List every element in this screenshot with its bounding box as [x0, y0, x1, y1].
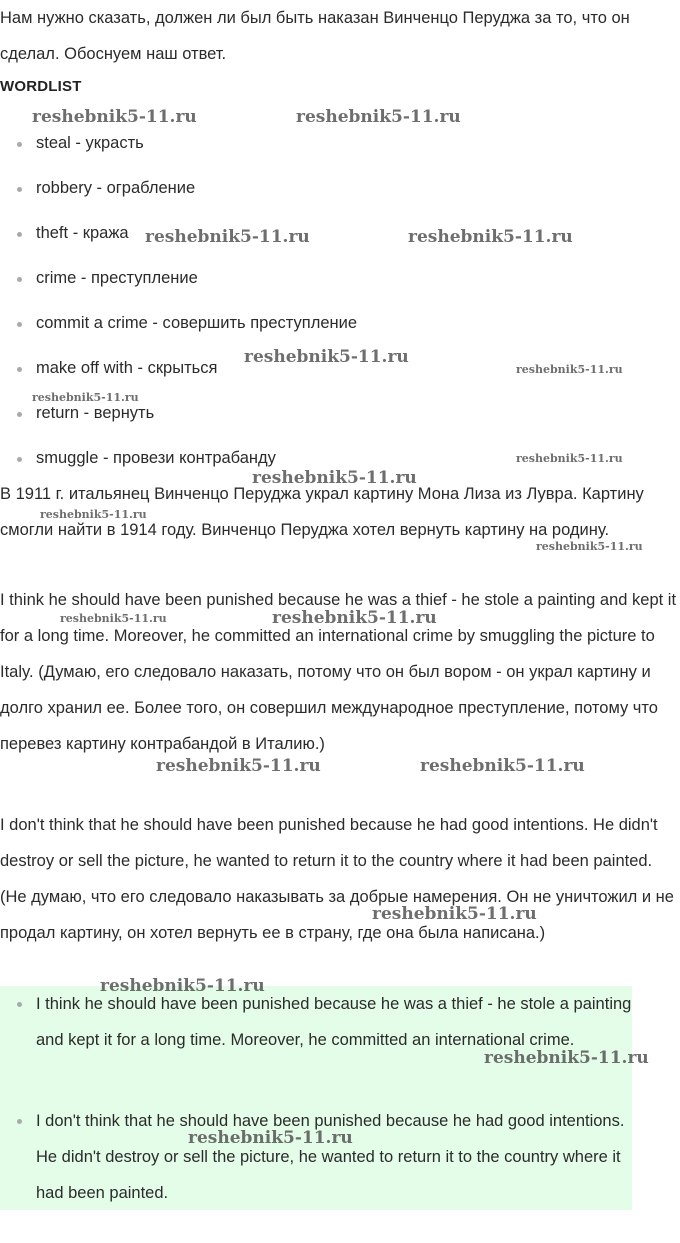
- watermark: reshebnik5-11.ru: [60, 612, 167, 625]
- watermark: reshebnik5-11.ru: [516, 452, 623, 465]
- watermark: reshebnik5-11.ru: [372, 904, 537, 924]
- argument-for-paragraph: I think he should have been punished because he was a thief - he stole a painting and kept it for a long time. Moreover, he committed an international crime by smuggling the picture to Italy. (Думаю, его следовало наказать, потому что он был вором - он украл картину и долго хранил ее. Более того, он совершил международное преступление, потому что перевез картину контрабандой в Италию.): [0, 591, 677, 753]
- watermark: reshebnik5-11.ru: [252, 468, 417, 488]
- list-item: return - вернуть: [36, 401, 154, 425]
- watermark: reshebnik5-11.ru: [420, 756, 585, 776]
- watermark: reshebnik5-11.ru: [32, 391, 139, 404]
- watermark: reshebnik5-11.ru: [40, 508, 147, 521]
- list-item: I think he should have been punished because he was a thief - he stole a painting and kept it for a long time. Moreover, he committed an international crime.: [36, 986, 632, 1058]
- watermark: reshebnik5-11.ru: [272, 608, 437, 628]
- watermark: reshebnik5-11.ru: [100, 976, 265, 996]
- list-item: steal - украсть: [36, 131, 144, 155]
- watermark: reshebnik5-11.ru: [516, 363, 623, 376]
- argument-against-paragraph: I don't think that he should have been punished because he had good intentions. He didn't destroy or sell the picture, he wanted to return it to the country where it had been painted. (Не думаю, что его следовало наказывать за добрые намерения. Он не уничтожил и не продал картину, он хотел вернуть ее в страну, где она была написана.): [0, 816, 674, 942]
- watermark: reshebnik5-11.ru: [536, 540, 643, 553]
- watermark: reshebnik5-11.ru: [188, 1128, 353, 1148]
- wordlist-heading: WORDLIST: [0, 78, 82, 95]
- intro-paragraph: Нам нужно сказать, должен ли был быть наказан Винченцо Перуджа за то, что он сделал. Обоснуем наш ответ.: [0, 9, 630, 63]
- history-paragraph: В 1911 г. итальянец Винченцо Перуджа украл картину Мона Лиза из Лувра. Картину смогли найти в 1914 году. Винченцо Перуджа хотел вернуть картину на родину.: [0, 485, 644, 539]
- watermark: reshebnik5-11.ru: [408, 227, 573, 247]
- answer-highlight-box: [0, 986, 632, 1210]
- watermark: reshebnik5-11.ru: [32, 107, 197, 127]
- list-item: I don't think that he should have been punished because he had good intentions. He didn't destroy or sell the picture, he wanted to return it to the country where it had been painted.: [36, 1103, 632, 1211]
- list-item: smuggle - провези контрабанду: [36, 446, 276, 470]
- watermark: reshebnik5-11.ru: [484, 1048, 649, 1068]
- watermark: reshebnik5-11.ru: [145, 227, 310, 247]
- list-item: make off with - скрыться: [36, 356, 217, 380]
- list-item: crime - преступление: [36, 266, 198, 290]
- watermark: reshebnik5-11.ru: [244, 347, 409, 367]
- watermark: reshebnik5-11.ru: [156, 756, 321, 776]
- watermark: reshebnik5-11.ru: [296, 107, 461, 127]
- list-item: commit a crime - совершить преступление: [36, 311, 357, 335]
- list-item: robbery - ограбление: [36, 176, 195, 200]
- list-item: theft - кража: [36, 221, 129, 245]
